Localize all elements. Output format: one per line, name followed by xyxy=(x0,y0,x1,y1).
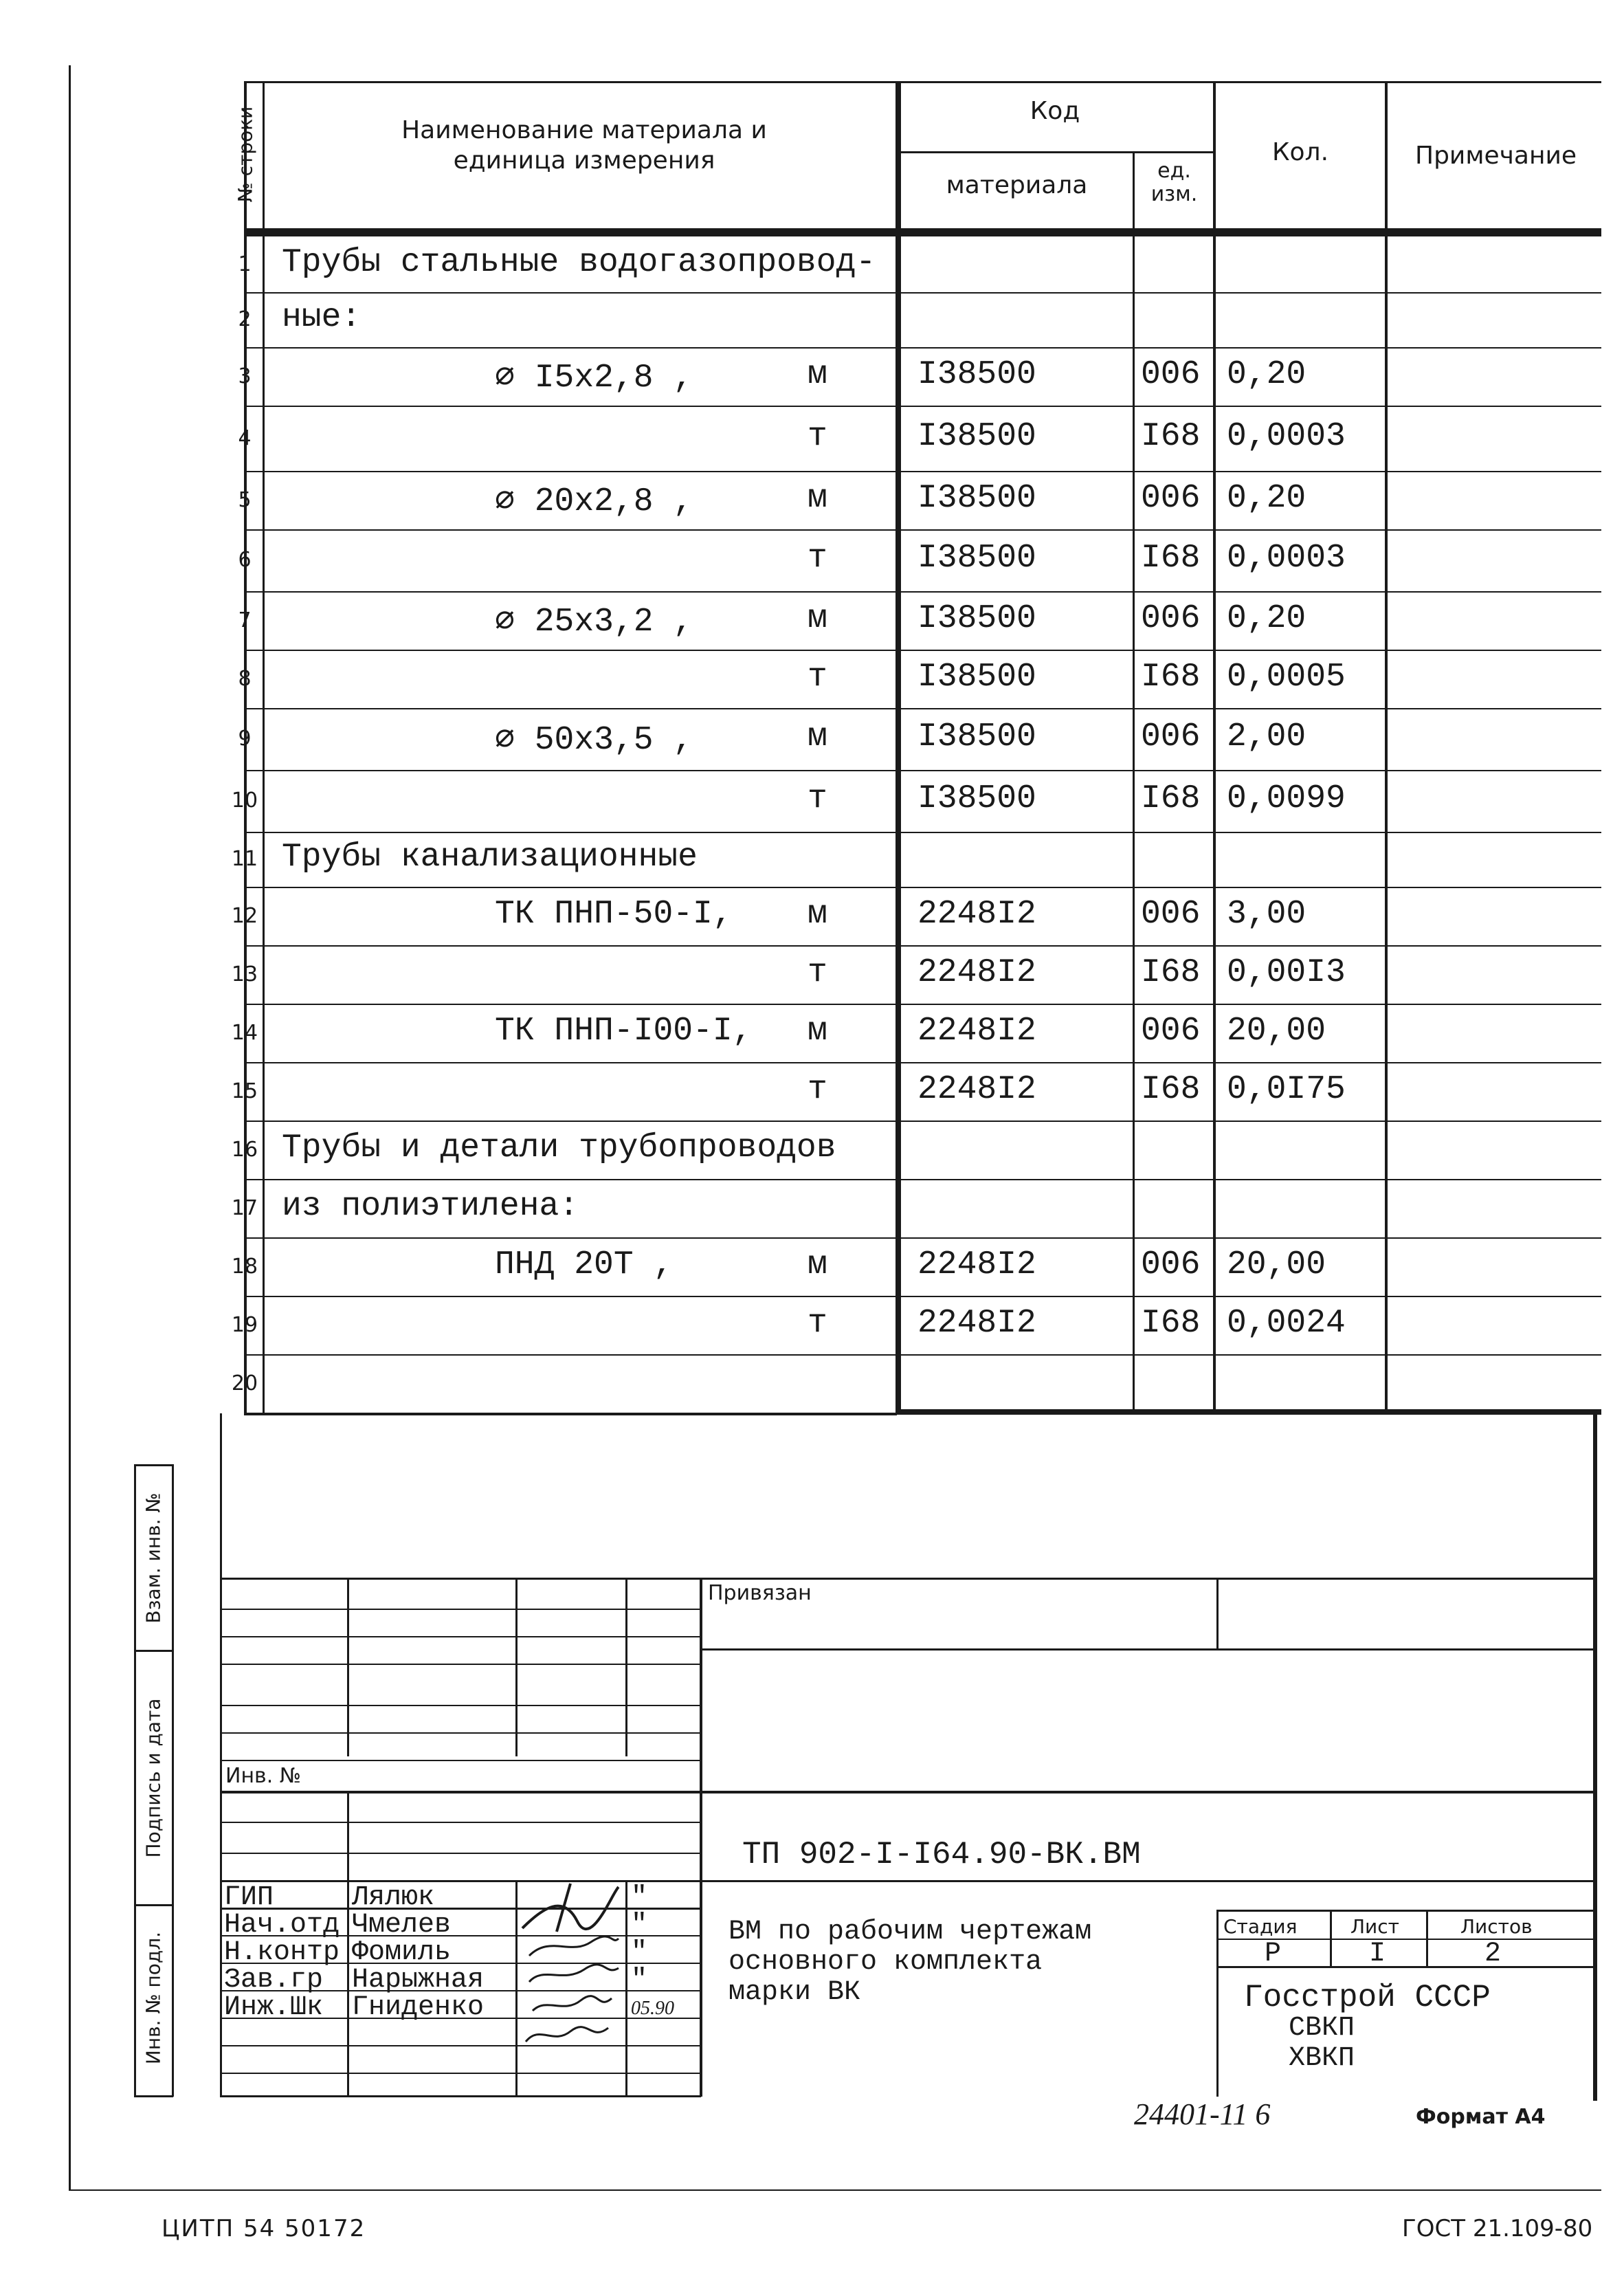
row-unit: м xyxy=(808,479,827,517)
row-unit: т xyxy=(808,780,827,817)
person-mark: " xyxy=(631,1882,648,1913)
row-number: 10 xyxy=(231,788,258,813)
row-number: 14 xyxy=(231,1020,258,1045)
row-number: 3 xyxy=(238,364,252,388)
row-quantity: 0,0005 xyxy=(1227,658,1346,696)
person-name: Фомиль xyxy=(352,1937,452,1968)
row-quantity: 20,00 xyxy=(1227,1246,1326,1283)
person-role: Н.контр xyxy=(224,1937,340,1968)
person-mark: " xyxy=(631,1910,648,1941)
row-number: 1 xyxy=(238,252,252,276)
header-code: Код xyxy=(1030,97,1080,125)
row-material-code: I38500 xyxy=(917,718,1036,755)
row-number: 13 xyxy=(231,962,258,986)
doc-code: ТП 902-I-I64.90-ВК.ВМ xyxy=(742,1837,1141,1873)
row-material-code: I38500 xyxy=(917,479,1036,517)
privyazan-label: Привязан xyxy=(708,1581,812,1605)
side-label-podpis: Подпись и дата xyxy=(142,1698,165,1858)
row-number: 16 xyxy=(231,1137,258,1162)
row-unit: т xyxy=(808,1304,827,1342)
row-number: 2 xyxy=(238,307,252,331)
row-quantity: 3,00 xyxy=(1227,895,1306,933)
sheet-label: Лист xyxy=(1350,1915,1399,1938)
description-line-3: марки ВК xyxy=(728,1977,861,2008)
person-mark: " xyxy=(631,1937,648,1968)
row-material-code: 2248I2 xyxy=(917,1012,1036,1050)
row-unit-code: 006 xyxy=(1141,355,1201,393)
row-number: 7 xyxy=(238,608,252,632)
row-name: из полиэтилена: xyxy=(282,1187,579,1225)
row-unit-code: I68 xyxy=(1141,1070,1201,1108)
row-name: Трубы стальные водогазопровод- xyxy=(282,244,876,281)
row-unit-code: 006 xyxy=(1141,895,1201,933)
row-quantity: 0,0003 xyxy=(1227,417,1346,455)
row-unit: т xyxy=(808,417,827,455)
person-name: Гниденко xyxy=(352,1992,485,2023)
row-material-code: I38500 xyxy=(917,417,1036,455)
side-label-inv-podl: Инв. № подл. xyxy=(142,1931,165,2065)
sheets-label: Листов xyxy=(1460,1915,1533,1938)
row-unit: т xyxy=(808,1070,827,1108)
row-name: Трубы и детали трубопроводов xyxy=(282,1129,836,1167)
row-number: 18 xyxy=(231,1254,258,1279)
row-number: 4 xyxy=(238,426,252,450)
row-quantity: 20,00 xyxy=(1227,1012,1326,1050)
sheets-value: 2 xyxy=(1484,1939,1502,1969)
header-note: Примечание xyxy=(1415,142,1577,170)
row-material-code: I38500 xyxy=(917,599,1036,637)
header-code-unit: ед. изм. xyxy=(1150,159,1198,206)
stage-label: Стадия xyxy=(1223,1915,1298,1938)
row-number: 12 xyxy=(231,903,258,928)
org-line-3: ХВКП xyxy=(1289,2043,1355,2074)
row-material-code: 2248I2 xyxy=(917,1070,1036,1108)
row-unit: м xyxy=(808,718,827,755)
row-number: 8 xyxy=(238,666,252,691)
row-quantity: 0,20 xyxy=(1227,355,1306,393)
row-unit: т xyxy=(808,953,827,991)
row-quantity: 0,0I75 xyxy=(1227,1070,1346,1108)
row-number: 5 xyxy=(238,487,252,512)
person-role: Нач.отд xyxy=(224,1910,340,1941)
row-material-code: I38500 xyxy=(917,658,1036,696)
footer-right: ГОСТ 21.109-80 xyxy=(1402,2215,1593,2242)
row-unit: м xyxy=(808,355,827,393)
row-quantity: 2,00 xyxy=(1227,718,1306,755)
footer-left: ЦИТП 54 50172 xyxy=(162,2215,366,2242)
row-number: 20 xyxy=(231,1371,258,1395)
stage-value: Р xyxy=(1265,1939,1282,1969)
description-line-1: ВМ по рабочим чертежам xyxy=(728,1917,1092,1947)
person-role: ГИП xyxy=(224,1882,274,1913)
header-name: Наименование материала и единица измерения xyxy=(401,116,767,175)
row-unit: м xyxy=(808,1012,827,1050)
side-label-vzam: Взам. инв. № xyxy=(142,1492,165,1624)
sheet-value: I xyxy=(1369,1939,1386,1969)
format-label: Формат А4 xyxy=(1416,2105,1546,2129)
row-material-code: I38500 xyxy=(917,355,1036,393)
person-name: Чмелев xyxy=(352,1910,452,1941)
row-unit-code: I68 xyxy=(1141,417,1201,455)
row-name: ные: xyxy=(282,299,361,336)
row-quantity: 0,00I3 xyxy=(1227,953,1346,991)
archive-number: 24401-11 6 xyxy=(1134,2097,1271,2131)
org-line-2: СВКП xyxy=(1289,2013,1355,2044)
person-role: Зав.гр xyxy=(224,1965,324,1996)
row-name: ∅ 25x3,2 , xyxy=(495,603,693,641)
row-material-code: 2248I2 xyxy=(917,1246,1036,1283)
row-name: ПНД 20Т , xyxy=(495,1246,674,1283)
row-material-code: 2248I2 xyxy=(917,1304,1036,1342)
row-name: ∅ 20x2,8 , xyxy=(495,483,693,520)
person-name: Нарыжная xyxy=(352,1965,485,1996)
org-line-1: Госстрой СССР xyxy=(1244,1980,1491,2016)
row-unit-code: 006 xyxy=(1141,599,1201,637)
row-name: ТК ПНП-I00-I, xyxy=(495,1012,753,1050)
row-material-code: 2248I2 xyxy=(917,953,1036,991)
row-unit-code: 006 xyxy=(1141,1246,1201,1283)
row-name: ∅ 50x3,5 , xyxy=(495,722,693,759)
row-number: 9 xyxy=(238,727,252,751)
row-unit-code: I68 xyxy=(1141,540,1201,577)
row-number: 11 xyxy=(231,847,258,871)
row-quantity: 0,0003 xyxy=(1227,540,1346,577)
row-material-code: 2248I2 xyxy=(917,895,1036,933)
row-unit: м xyxy=(808,599,827,637)
row-unit: м xyxy=(808,1246,827,1283)
row-unit-code: I68 xyxy=(1141,780,1201,817)
person-name: Лялюк xyxy=(352,1882,435,1913)
row-unit: т xyxy=(808,658,827,696)
person-role: Инж.Шк xyxy=(224,1992,324,2023)
row-unit-code: 006 xyxy=(1141,1012,1201,1050)
description-line-2: основного комплекта xyxy=(728,1947,1043,1978)
row-number: 6 xyxy=(238,548,252,572)
row-unit-code: I68 xyxy=(1141,658,1201,696)
inv-no-label: Инв. № xyxy=(225,1764,302,1788)
person-mark: 05.90 xyxy=(631,1998,674,2019)
row-unit: м xyxy=(808,895,827,933)
person-mark: " xyxy=(631,1965,648,1996)
header-row-number: № строки xyxy=(234,106,257,203)
header-code-material: материала xyxy=(946,171,1088,199)
row-quantity: 0,20 xyxy=(1227,599,1306,637)
row-unit-code: 006 xyxy=(1141,718,1201,755)
row-material-code: I38500 xyxy=(917,540,1036,577)
row-number: 17 xyxy=(231,1195,258,1220)
header-qty: Кол. xyxy=(1271,138,1329,166)
row-name: ТК ПНП-50-I, xyxy=(495,895,733,933)
row-unit-code: I68 xyxy=(1141,1304,1201,1342)
row-number: 19 xyxy=(231,1312,258,1337)
row-unit-code: 006 xyxy=(1141,479,1201,517)
row-quantity: 0,0099 xyxy=(1227,780,1346,817)
row-number: 15 xyxy=(231,1079,258,1103)
row-quantity: 0,0024 xyxy=(1227,1304,1346,1342)
row-unit-code: I68 xyxy=(1141,953,1201,991)
row-quantity: 0,20 xyxy=(1227,479,1306,517)
row-material-code: I38500 xyxy=(917,780,1036,817)
row-name: Трубы канализационные xyxy=(282,839,698,876)
row-unit: т xyxy=(808,540,827,577)
row-name: ∅ I5x2,8 , xyxy=(495,359,693,397)
signature-marks xyxy=(515,1880,629,2097)
